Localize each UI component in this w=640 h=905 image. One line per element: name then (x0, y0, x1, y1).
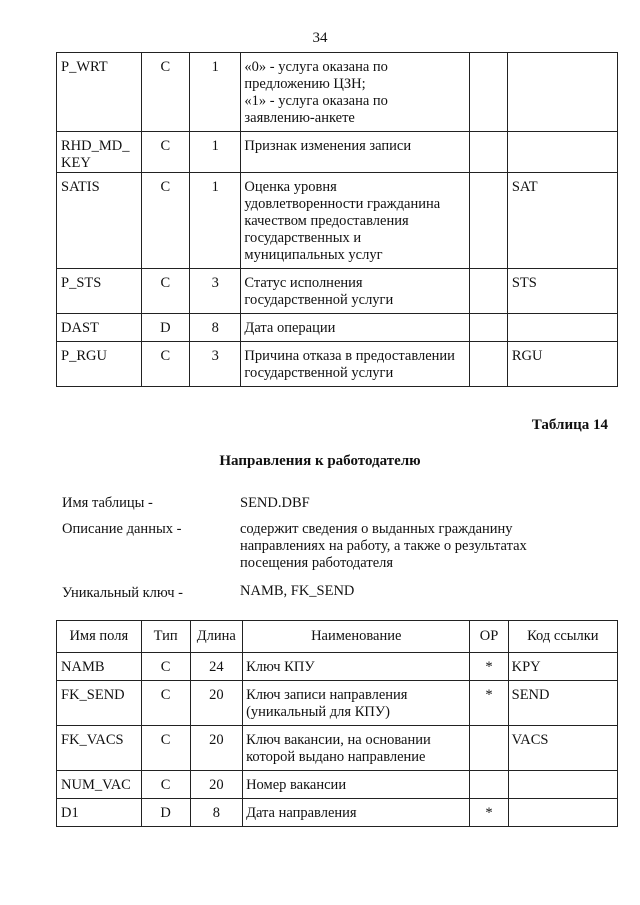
field-op-cell (470, 726, 508, 771)
field-type-cell: C (141, 726, 190, 771)
field-name-cell (57, 314, 142, 342)
table-row (57, 681, 618, 726)
section-title: Направления к работодателю (219, 453, 421, 469)
field-type-cell: D (141, 799, 190, 827)
field-description-cell (243, 771, 470, 799)
table-row (57, 173, 618, 269)
header-length: Длина (190, 621, 242, 653)
field-ref-cell (508, 799, 617, 827)
header-ref-code: Код ссылки (508, 621, 617, 653)
field-description-line: Оценка уровня (244, 179, 337, 195)
field-description-cell (241, 314, 470, 342)
description-label: Описание данных - (62, 521, 182, 537)
field-name-cell (57, 269, 142, 314)
field-ref-cell: SAT (507, 173, 617, 269)
field-description-line: Признак изменения записи (244, 138, 412, 154)
page-number: 34 (312, 30, 328, 46)
field-length-cell: 20 (190, 726, 242, 771)
field-description-line: Статус исполнения (244, 275, 363, 291)
field-type-cell: C (141, 53, 190, 132)
field-description-line: заявлению-анкете (244, 110, 355, 126)
field-name: SATIS (61, 179, 100, 195)
field-length-cell: 1 (190, 53, 241, 132)
field-type-cell: C (141, 771, 190, 799)
table-row (57, 799, 618, 827)
field-ref-cell (507, 53, 617, 132)
field-op-cell: * (470, 653, 508, 681)
field-description-line: Ключ записи направления (246, 687, 408, 703)
field-description-line: муниципальных услуг (244, 247, 383, 263)
field-type-cell: C (141, 342, 190, 387)
field-description-line: которой выдано направление (246, 749, 426, 765)
field-type-cell: C (141, 269, 190, 314)
field-ref-cell: SEND (508, 681, 617, 726)
field-op-cell (470, 314, 508, 342)
field-description-cell (243, 681, 470, 726)
field-description-cell (243, 799, 470, 827)
field-name-cell: D1 (57, 799, 142, 827)
field-description-line: удовлетворенности гражданина (244, 196, 441, 212)
field-name-cell (57, 132, 142, 173)
field-ref-cell: KPY (508, 653, 617, 681)
field-description-line: Дата направления (246, 805, 357, 821)
field-description-cell (241, 342, 470, 387)
field-name: P_STS (61, 275, 102, 291)
field-description-cell (243, 653, 470, 681)
table-row (57, 53, 618, 132)
table-row (57, 726, 618, 771)
description-line: содержит сведения о выданных гражданину (240, 521, 513, 537)
field-name-cell (57, 173, 142, 269)
send-fields-table (56, 620, 618, 827)
field-type-cell: C (141, 132, 190, 173)
table-row (57, 342, 618, 387)
table-row (57, 653, 618, 681)
field-type-cell: D (141, 314, 190, 342)
header-row (57, 621, 618, 653)
table-row (57, 314, 618, 342)
field-length-cell: 3 (190, 269, 241, 314)
fields-table-continued (56, 52, 618, 387)
description-value (240, 521, 580, 572)
field-length-cell: 8 (190, 799, 242, 827)
field-description-line: государственной услуги (244, 292, 394, 308)
field-description-line: качеством предоставления (244, 213, 409, 229)
field-length-cell: 1 (190, 173, 241, 269)
field-description-line: государственных и (244, 230, 362, 246)
field-length-cell: 3 (190, 342, 241, 387)
description-line: посещения работодателя (240, 555, 394, 571)
field-ref-cell: RGU (507, 342, 617, 387)
field-op-cell (470, 269, 508, 314)
field-description-line: Ключ вакансии, на основании (246, 732, 431, 748)
unique-key-value: NAMB, FK_SEND (240, 583, 355, 599)
field-description-line: Причина отказа в предоставлении (244, 348, 455, 364)
field-name-cell: NUM_VAC (57, 771, 142, 799)
table-row (57, 132, 618, 173)
field-description-cell (241, 132, 470, 173)
field-description-cell (241, 269, 470, 314)
header-description: Наименование (243, 621, 470, 653)
field-ref-cell: VACS (508, 726, 617, 771)
unique-key-label: Уникальный ключ - (62, 585, 183, 601)
field-type-cell: C (141, 653, 190, 681)
field-description-line: Дата операции (244, 320, 336, 336)
table-name-label: Имя таблицы - (62, 495, 153, 511)
field-op-cell: * (470, 799, 508, 827)
field-ref-cell (507, 314, 617, 342)
field-name: P_WRT (61, 59, 108, 75)
field-op-cell (470, 771, 508, 799)
header-field-name: Имя поля (57, 621, 142, 653)
field-op-cell: * (470, 681, 508, 726)
field-op-cell (470, 132, 508, 173)
field-length-cell: 20 (190, 771, 242, 799)
field-name-cell (57, 342, 142, 387)
field-description-cell (241, 173, 470, 269)
field-ref-cell: STS (507, 269, 617, 314)
field-length-cell: 8 (190, 314, 241, 342)
field-op-cell (470, 53, 508, 132)
field-name-cell: FK_VACS (57, 726, 142, 771)
field-name: RHD_MD_ (61, 138, 130, 154)
field-ref-cell (507, 132, 617, 173)
field-length-cell: 24 (190, 653, 242, 681)
field-description-line: государственной услуги (244, 365, 394, 381)
field-description-line: «0» - услуга оказана по (244, 59, 388, 75)
header-type: Тип (141, 621, 190, 653)
field-name: P_RGU (61, 348, 107, 364)
field-description-line: предложению ЦЗН; (244, 76, 366, 92)
field-op-cell (470, 173, 508, 269)
field-op-cell (470, 342, 508, 387)
description-line: направлениях на работу, а также о результатах (240, 538, 527, 554)
field-type-cell: C (141, 681, 190, 726)
field-description-line: «1» - услуга оказана по (244, 93, 388, 109)
field-name-cell (57, 53, 142, 132)
field-description-line: (уникальный для КПУ) (246, 704, 390, 720)
field-name-cell: NAMB (57, 653, 142, 681)
field-type-cell: C (141, 173, 190, 269)
table-label: Таблица 14 (531, 417, 608, 433)
table-name-value: SEND.DBF (240, 495, 310, 511)
field-length-cell: 20 (190, 681, 242, 726)
field-name: DAST (61, 320, 99, 336)
field-name-cell: FK_SEND (57, 681, 142, 726)
field-description-cell (243, 726, 470, 771)
field-length-cell: 1 (190, 132, 241, 173)
field-description-line: Номер вакансии (246, 777, 347, 793)
field-description-line: Ключ КПУ (246, 659, 315, 675)
table-row (57, 771, 618, 799)
field-name: KEY (61, 155, 91, 171)
field-description-cell (241, 53, 470, 132)
field-ref-cell (508, 771, 617, 799)
header-op: ОР (470, 621, 508, 653)
table-row (57, 269, 618, 314)
